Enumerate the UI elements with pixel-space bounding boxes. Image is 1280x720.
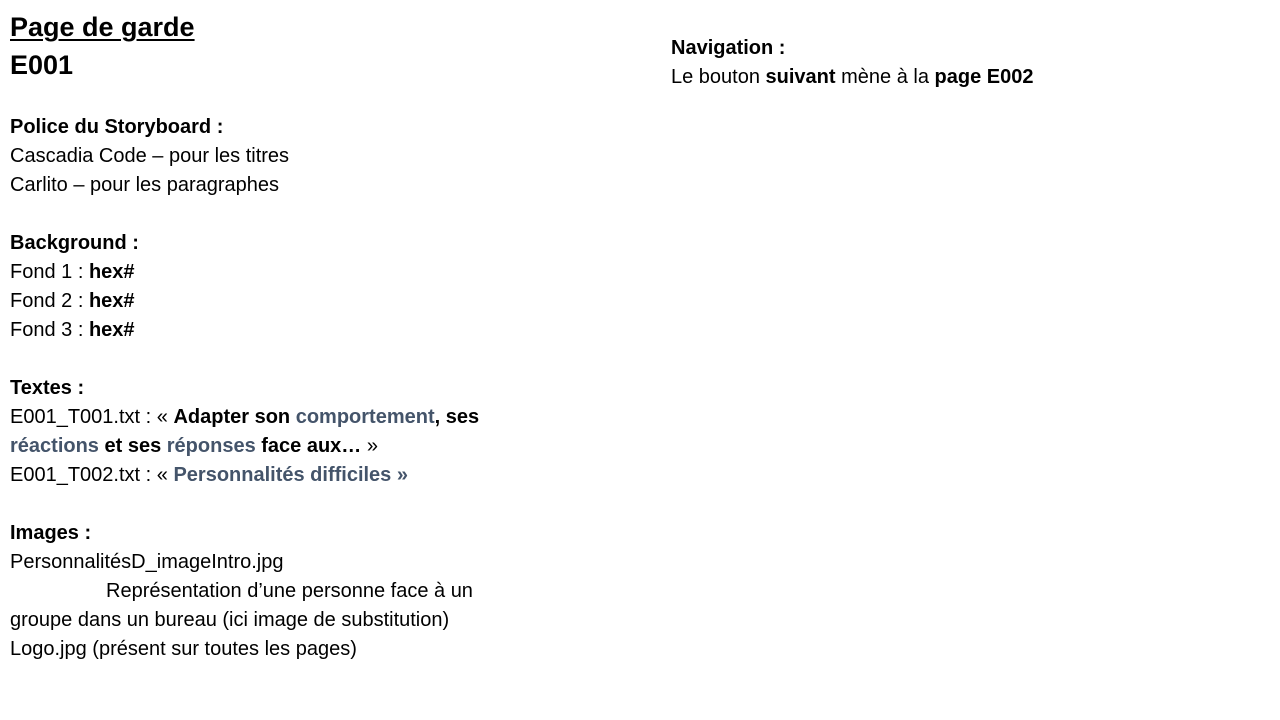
navigation-button-name: suivant bbox=[765, 66, 836, 88]
spacer bbox=[10, 345, 530, 374]
background-label: Fond 2 : bbox=[10, 290, 89, 312]
navigation-text: Le bouton bbox=[671, 66, 766, 88]
background-item-3 bbox=[10, 316, 530, 345]
police-line-titles: Cascadia Code – pour les titres bbox=[10, 145, 290, 167]
spacer bbox=[10, 200, 530, 229]
texte-accent-word: comportement bbox=[295, 406, 435, 428]
texte-accent-word: réponses bbox=[166, 435, 256, 457]
textes-heading: Textes : bbox=[10, 377, 85, 399]
texte-word: , ses bbox=[434, 406, 480, 428]
left-column bbox=[10, 8, 530, 664]
texte-separator: : « bbox=[140, 406, 174, 428]
texte-accent-word: Personnalités difficiles » bbox=[173, 464, 408, 486]
navigation-target-page: page E002 bbox=[934, 66, 1034, 88]
texte-t001-line-1 bbox=[10, 403, 530, 432]
navigation-text: mène à la bbox=[835, 66, 935, 88]
texte-separator: : « bbox=[140, 464, 174, 486]
background-value: hex# bbox=[88, 261, 135, 283]
page-code: E001 bbox=[10, 50, 74, 80]
police-heading: Police du Storyboard : bbox=[10, 116, 224, 138]
background-heading: Background : bbox=[10, 232, 139, 254]
navigation-description bbox=[671, 63, 1231, 92]
background-label: Fond 3 : bbox=[10, 319, 89, 341]
background-value: hex# bbox=[88, 290, 135, 312]
texte-t001-line-2 bbox=[10, 432, 530, 461]
background-item-2 bbox=[10, 287, 530, 316]
background-value: hex# bbox=[88, 319, 135, 341]
image-file-intro: PersonnalitésD_imageIntro.jpg bbox=[10, 551, 284, 573]
texte-word: Adapter son bbox=[173, 406, 296, 428]
image-file-logo: Logo.jpg (présent sur toutes les pages) bbox=[10, 638, 357, 660]
texte-close-quote: » bbox=[361, 435, 378, 457]
texte-file: E001_T002.txt bbox=[10, 464, 141, 486]
texte-file: E001_T001.txt bbox=[10, 406, 141, 428]
texte-t002-line bbox=[10, 461, 530, 490]
texte-word: et ses bbox=[98, 435, 167, 457]
texte-word: face aux… bbox=[255, 435, 362, 457]
spacer bbox=[10, 84, 530, 113]
image-description-line-1: Représentation d’une personne face à un bbox=[106, 580, 473, 602]
page-title: Page de garde bbox=[10, 12, 195, 42]
police-line-paragraphs: Carlito – pour les paragraphes bbox=[10, 174, 280, 196]
background-label: Fond 1 : bbox=[10, 261, 89, 283]
images-heading: Images : bbox=[10, 522, 92, 544]
right-column bbox=[671, 34, 1231, 92]
background-item-1 bbox=[10, 258, 530, 287]
spacer bbox=[10, 490, 530, 519]
texte-accent-word: réactions bbox=[10, 435, 99, 457]
image-description-line-2: groupe dans un bureau (ici image de substitution) bbox=[10, 609, 450, 631]
navigation-heading: Navigation : bbox=[671, 37, 786, 59]
